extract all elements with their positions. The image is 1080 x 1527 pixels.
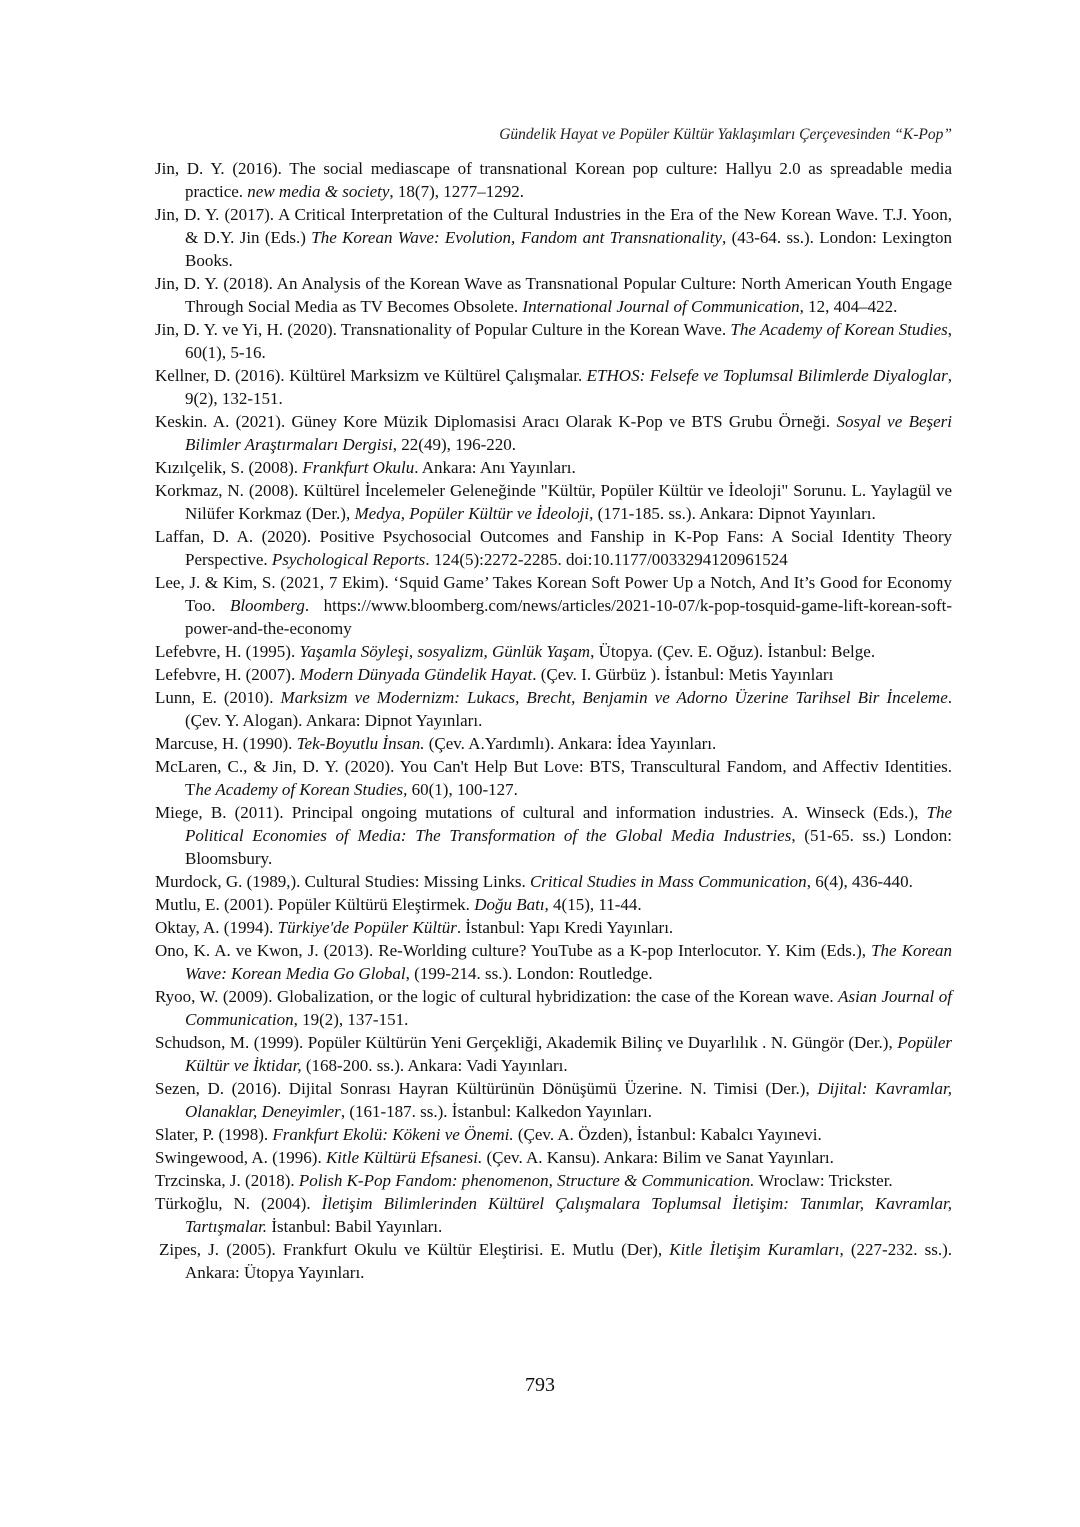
reference-details: , 6(4), 436-440. [806, 872, 913, 891]
reference-text: Jin, D. Y. (2018). An Analysis of the Korean Wave as Transnational Popular Culture: North American Youth Engage Through Social Media as TV Becomes Obsolete. [155, 274, 952, 316]
reference-source-title: Yaşamla Söyleşi, sosyalizm, Günlük Yaşam [299, 642, 591, 661]
reference-text: Kellner, D. (2016). Kültürel Marksizm ve Kültürel Çalışmalar. [155, 366, 587, 385]
reference-entry [155, 456, 952, 479]
reference-source-title: Tek-Boyutlu İnsan. [296, 734, 425, 753]
reference-source-title: Popüler Kültür ve İktidar, [185, 1033, 952, 1075]
reference-entry [155, 663, 952, 686]
reference-entry [155, 479, 952, 525]
reference-details: Wroclaw: Trickster. [754, 1171, 893, 1190]
reference-details: 4(15), 11-44. [548, 895, 642, 914]
reference-text: Lunn, E. (2010). [155, 688, 281, 707]
reference-details: , (161-187. ss.). İstanbul: Kalkedon Yayınları. [340, 1102, 652, 1121]
reference-source-title: Frankfurt Okulu [302, 458, 415, 477]
reference-text: Jin, D. Y. (2017). A Critical Interpretation of the Cultural Industries in the Era of the New Korean Wave. T.J. Yoon, & D.Y. Jin (Eds.) [155, 205, 952, 247]
reference-text: Schudson, M. (1999). Popüler Kültürün Yeni Gerçekliği, Akademik Bilinç ve Duyarlılık . N. Güngör (Der.), [155, 1033, 898, 1052]
reference-source-title: Marksizm ve Modernizm: Lukacs, Brecht, Benjamin ve Adorno Üzerine Tarihsel Bir İnceleme [280, 688, 948, 707]
reference-text: Trzcinska, J. (2018). [155, 1171, 299, 1190]
reference-source-title: Sosyal ve Beşeri Bilimler Araştırmaları Dergisi [185, 412, 952, 454]
reference-entry [155, 318, 952, 364]
reference-source-title: Critical Studies in Mass Communication [529, 872, 807, 891]
reference-text: Jin, D. Y. (2016). The social mediascape of transnational Korean pop culture: Hallyu 2.0 as spreadable media practice. [155, 159, 952, 201]
reference-text: Slater, P. (1998). [155, 1125, 273, 1144]
reference-details: . https://www.bloomberg.com/news/articles/2021-10-07/k-pop-tosquid-game-lift-korean-soft-power-and-the-economy [185, 596, 952, 638]
reference-text: Zipes, J. (2005). Frankfurt Okulu ve Kültür Eleştirisi. E. Mutlu (Der), [159, 1240, 670, 1259]
reference-details: , (227-232. ss.). Ankara: Ütopya Yayınları. [185, 1240, 953, 1282]
reference-source-title: Modern Dünyada Gündelik Hayat [299, 665, 533, 684]
reference-entry [155, 410, 952, 456]
reference-source-title: Kitle İletişim Kuramları [669, 1240, 840, 1259]
reference-text: Keskin. A. (2021). Güney Kore Müzik Diplomasisi Aracı Olarak K-Pop ve BTS Grubu Örneği. [155, 412, 837, 431]
reference-entry [155, 525, 952, 571]
reference-details: , (199-214. ss.). London: Routledge. [405, 964, 653, 983]
reference-details: , 12, 404–422. [799, 297, 898, 316]
reference-source-title: Medya, Popüler Kültür ve İdeoloji [354, 504, 590, 523]
reference-text: Lefebvre, H. (2007). [155, 665, 300, 684]
reference-details: İstanbul: Babil Yayınları. [267, 1217, 443, 1236]
reference-text: Murdock, G. (1989,). Cultural Studies: Missing Links. [155, 872, 530, 891]
reference-text: Sezen, D. (2016). Dijital Sonrası Hayran Kültürünün Dönüşümü Üzerine. N. Timisi (Der.), [155, 1079, 818, 1098]
reference-details: (168-200. ss.). Ankara: Vadi Yayınları. [301, 1056, 568, 1075]
reference-details: . Ankara: Anı Yayınları. [414, 458, 576, 477]
reference-details: , 19(2), 137-151. [293, 1010, 409, 1029]
reference-details: (Çev. A. Özden), İstanbul: Kabalcı Yayınevi. [513, 1125, 822, 1144]
reference-source-title: Frankfurt Ekolü: Kökeni ve Önemi. [272, 1125, 514, 1144]
reference-source-title: Asian Journal of Communication [185, 987, 952, 1029]
reference-details: , 22(49), 196-220. [392, 435, 517, 454]
reference-text: Türkoğlu, N. (2004). [155, 1194, 322, 1213]
reference-source-title: İletişim Bilimlerinden Kültürel Çalışmalara Toplumsal İletişim: Tanımlar, Kavramlar, Tartışmalar. [185, 1194, 953, 1236]
reference-text: Oktay, A. (1994). [155, 918, 278, 937]
reference-entry [155, 755, 952, 801]
reference-details: , (51-65. ss.) London: Bloomsbury. [185, 826, 952, 868]
reference-source-title: Bloomberg [229, 596, 305, 615]
reference-source-title: The Political Economies of Media: The Transformation of the Global Media Industries [185, 803, 952, 845]
reference-details: , 60(1), 5-16. [185, 320, 952, 362]
reference-entry [155, 571, 952, 640]
reference-source-title: The Academy of Korean Studies [730, 320, 948, 339]
reference-entry [155, 686, 952, 732]
reference-entry [155, 1169, 952, 1192]
reference-source-title: International Journal of Communication [522, 297, 800, 316]
reference-text: Miege, B. (2011). Principal ongoing mutations of cultural and information industries. A. Winseck (Eds.), [155, 803, 927, 822]
reference-source-title: Dijital: Kavramlar, Olanaklar, Deneyimler [185, 1079, 952, 1121]
reference-entry [155, 203, 952, 272]
reference-text: Laffan, D. A. (2020). Positive Psychosocial Outcomes and Fanship in K-Pop Fans: A Social Identity Theory Perspective. [155, 527, 952, 569]
reference-details: , Ütopya. (Çev. E. Oğuz). İstanbul: Belge. [590, 642, 876, 661]
reference-entry [155, 1146, 952, 1169]
reference-entry [155, 732, 952, 755]
reference-text: Jin, D. Y. ve Yi, H. (2020). Transnationality of Popular Culture in the Korean Wave. [155, 320, 731, 339]
reference-text: Kızılçelik, S. (2008). [155, 458, 303, 477]
reference-text: Marcuse, H. (1990). [155, 734, 297, 753]
reference-text: Lee, J. & Kim, S. (2021, 7 Ekim). ‘Squid Game’ Takes Korean Soft Power Up a Notch, And It’s Good for Economy Too. [155, 573, 952, 615]
reference-details: , (171-185. ss.). Ankara: Dipnot Yayınları. [589, 504, 876, 523]
reference-text: Swingewood, A. (1996). [155, 1148, 326, 1167]
reference-details: . İstanbul: Yapı Kredi Yayınları. [456, 918, 674, 937]
reference-entry [155, 870, 952, 893]
reference-details: (Çev. A. Kansu). Ankara: Bilim ve Sanat Yayınları. [482, 1148, 834, 1167]
reference-source-title: Kitle Kültürü Efsanesi. [325, 1148, 483, 1167]
reference-source-title: Polish K-Pop Fandom: phenomenon, Structure & Communication. [298, 1171, 755, 1190]
reference-text: Mutlu, E. (2001). Popüler Kültürü Eleştirmek. [155, 895, 475, 914]
reference-source-title: Türkiye'de Popüler Kültür [277, 918, 457, 937]
reference-text: McLaren, C., & Jin, D. Y. (2020). You Can't Help But Love: BTS, Transcultural Fandom, and Affectiv Identities. T [155, 757, 952, 799]
reference-details: , (43-64. ss.). London: Lexington Books. [185, 228, 952, 270]
reference-entry [155, 939, 952, 985]
reference-source-title: The Korean Wave: Evolution, Fandom ant Transnationality [311, 228, 723, 247]
reference-entry [155, 893, 952, 916]
reference-source-title: new media & society [247, 182, 390, 201]
reference-source-title: Psychological Reports [271, 550, 426, 569]
reference-entry [155, 1031, 952, 1077]
reference-entry [155, 157, 952, 203]
reference-source-title: The Korean Wave: Korean Media Go Global [185, 941, 952, 983]
reference-source-title: Doğu Batı, [474, 895, 549, 914]
reference-text: Ono, K. A. ve Kwon, J. (2013). Re-Worlding culture? YouTube as a K-pop Interlocutor. Y. Kim (Eds.), [155, 941, 872, 960]
reference-details: , 18(7), 1277–1292. [389, 182, 524, 201]
reference-entry [155, 640, 952, 663]
reference-entry [155, 916, 952, 939]
reference-entry [155, 801, 952, 870]
reference-source-title: ETHOS: Felsefe ve Toplumsal Bilimlerde Diyaloglar [586, 366, 948, 385]
reference-entry [155, 1077, 952, 1123]
reference-entry [155, 364, 952, 410]
page-number: 793 [525, 1374, 555, 1396]
reference-text: Korkmaz, N. (2008). Kültürel İncelemeler Geleneğinde "Kültür, Popüler Kültür ve İdeoloji" Sorunu. L. Yaylagül ve Nilüfer Korkmaz (Der.), [155, 481, 952, 523]
reference-entry [155, 272, 952, 318]
reference-details: . (Çev. Y. Alogan). Ankara: Dipnot Yayınları. [185, 688, 952, 730]
reference-entry [155, 1123, 952, 1146]
reference-details: , 9(2), 132-151. [185, 366, 952, 408]
reference-details: . 124(5):2272-2285. doi:10.1177/0033294120961524 [425, 550, 788, 569]
reference-list [155, 157, 952, 1284]
reference-details: . (Çev. I. Gürbüz ). İstanbul: Metis Yayınları [532, 665, 834, 684]
reference-entry [155, 1238, 952, 1284]
reference-details: 60(1), 100-127. [407, 780, 518, 799]
reference-text: Ryoo, W. (2009). Globalization, or the logic of cultural hybridization: the case of the Korean wave. [155, 987, 839, 1006]
running-header: Gündelik Hayat ve Popüler Kültür Yaklaşımları Çerçevesinden “K-Pop” [499, 126, 952, 143]
reference-details: (Çev. A.Yardımlı). Ankara: İdea Yayınları. [424, 734, 717, 753]
reference-text: Lefebvre, H. (1995). [155, 642, 300, 661]
reference-entry [155, 985, 952, 1031]
reference-source-title: he Academy of Korean Studies, [195, 780, 408, 799]
reference-entry [155, 1192, 952, 1238]
